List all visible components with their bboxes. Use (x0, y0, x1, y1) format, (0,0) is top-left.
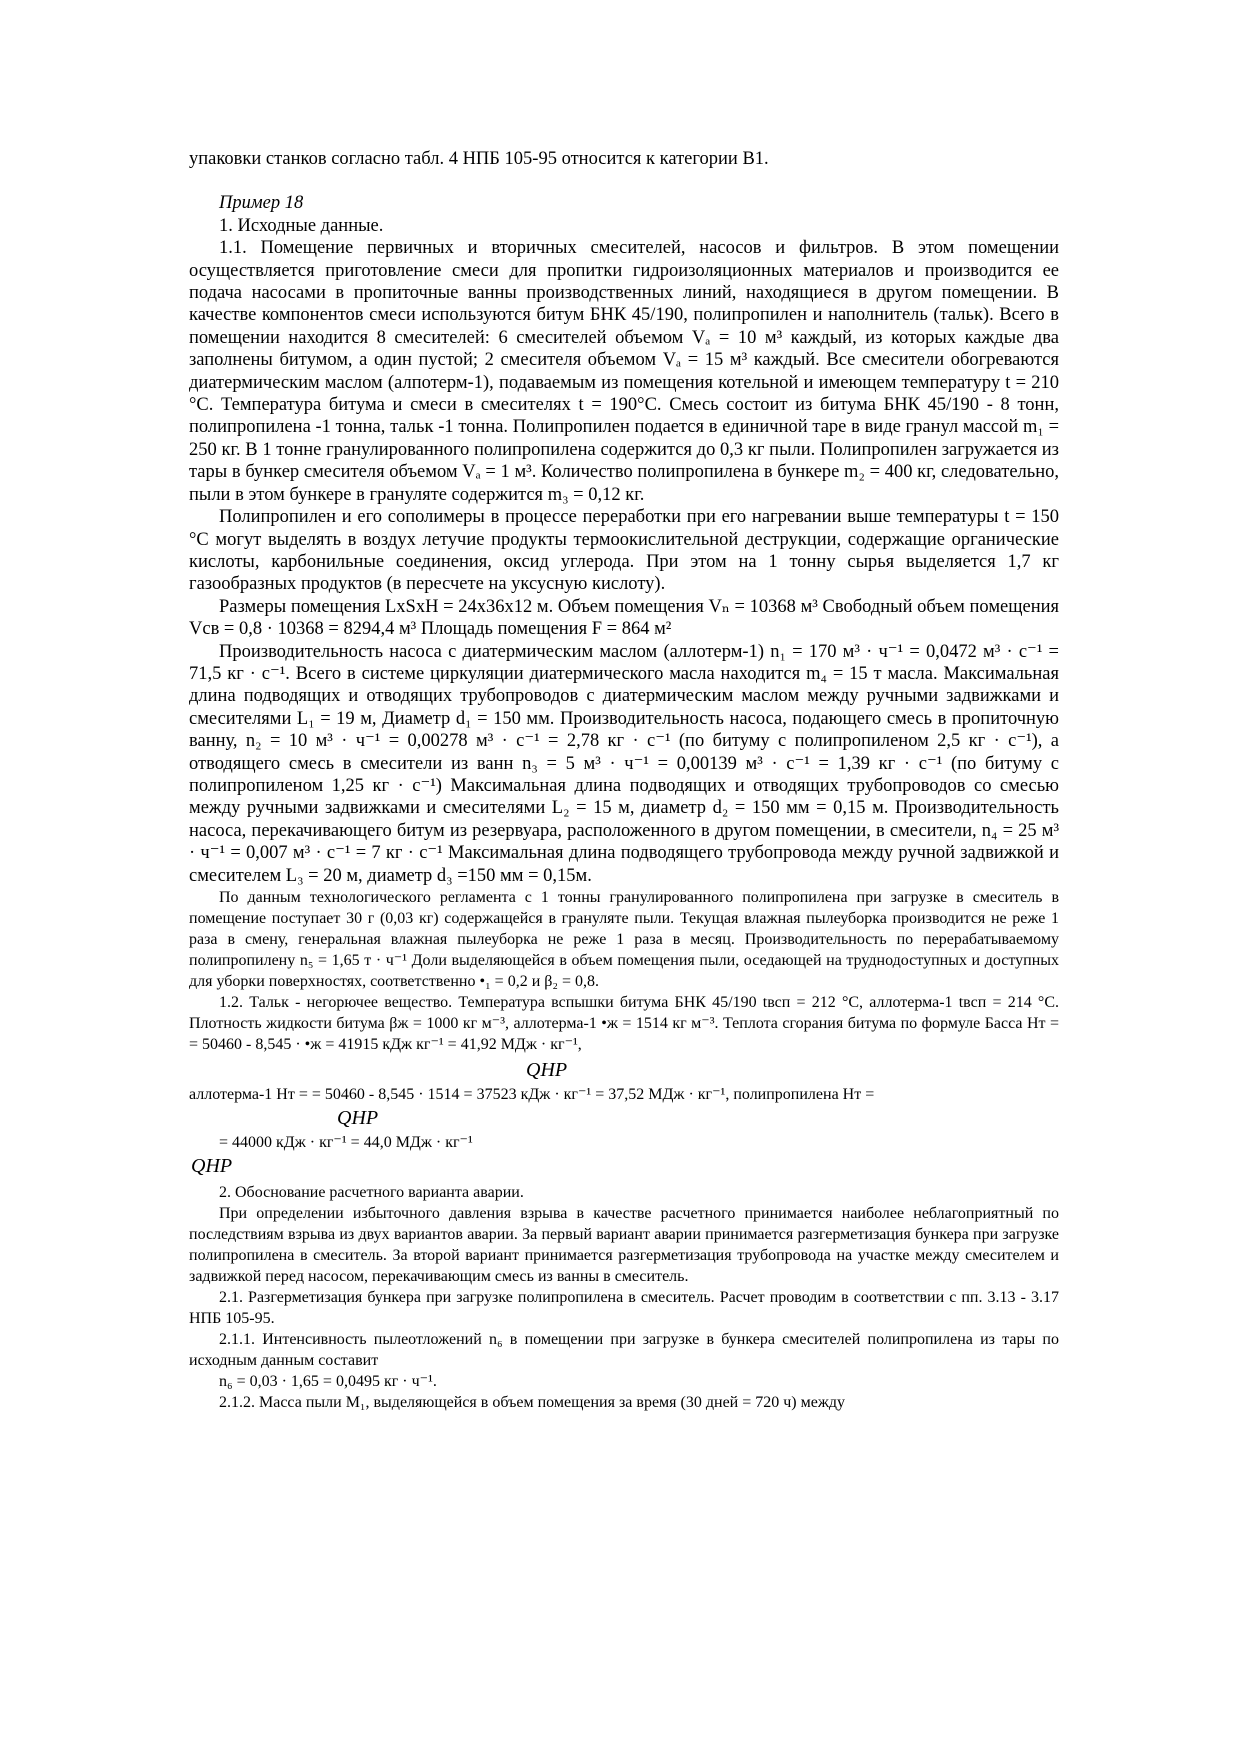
paragraph-polypropylene-heat: = 44000 кДж · кг⁻¹ = 44,0 МДж · кг⁻¹ (219, 1134, 473, 1151)
formula-qhp-3: QHP (191, 1155, 233, 1177)
formula-qhp-2: QHP (337, 1107, 379, 1129)
paragraph-polypropylene: Полипропилен и его сополимеры в процессе переработки при его нагревании выше температуры t = 150 °С могут выделять в воздух летучие продукты термоокислительной деструкции, содержащие органические кислоты, карбонильные соединения, оксид углерода. При этом на 1 тонну сырья выделяется 1,7 кг газообразных продуктов (в пересчете на уксусную кислоту). (189, 507, 1059, 595)
paragraph-dust-regulation: По данным технологического регламента с 1 тонны гранулированного полипропилена при загрузке в смеситель в помещение поступает 30 г (0,03 кг) содержащейся в грануляте пыли. Текущая влажная пылеуборка производится не реже 1 раза в смену, генеральная влажная пылеуборка не реже 1 раза в месяц. Производительность по перерабатываемому полипропилену n₅ = 1,65 т · ч⁻¹ Доли выделяющейся в объем помещения пыли, оседающей на труднодоступных и доступных для уборки поверхностях, соответственно •₁ = 0,2 и β₂ = 0,8. (189, 889, 1059, 990)
paragraph-2-1-2: 2.1.2. Масса пыли M₁, выделяющейся в объем помещения за время (30 дней = 720 ч) между (219, 1394, 846, 1411)
paragraph-1-1: 1.1. Помещение первичных и вторичных смесителей, насосов и фильтров. В этом помещении осуществляется приготовление смеси для пропитки гидроизоляционных материалов и производится ее подача насосами в пропиточные ванны производственных линий, находящиеся в другом помещении. В качестве компонентов смеси используются битум БНК 45/190, полипропилен и наполнитель (тальк). Всего в помещении находится 8 смесителей: 6 смесителей объемом Vₐ = 10 м³ каждый, из которых каждые два заполнены битумом, а один пустой; 2 смесителя объемом Vₐ = 15 м³ каждый. Все смесители обогреваются диатермическим маслом (алпотерм-1), подаваемым из помещения котельной и имеющем температуру t = 210 °С. Температура битума и смеси в смесителях t = 190°С. Смесь состоит из битума БНК 45/190 - 8 тонн, полипропилена -1 тонна, тальк -1 тонна. Полипропилен подается в единичной таре в виде гранул массой m₁ = 250 кг. В 1 тонне гранулированного полипропилена содержится до 0,3 кг пыли. Полипропилен загружается из тары в бункер смесителя объемом Vₐ = 1 м³. Количество полипропилена в бункере m₂ = 400 кг, следовательно, пыли в этом бункере в грануляте содержится m₃ = 0,12 кг. (189, 238, 1059, 505)
document-page (189, 148, 1059, 1413)
formula-qhp-1: QHP (526, 1059, 568, 1081)
paragraph-allotherm: аллотерма-1 Hт = = 50460 - 8,545 · 1514 = 37523 кДж · кг⁻¹ = 37,52 МДж · кг⁻¹, полипропилена Hт = (189, 1086, 875, 1103)
paragraph-2-1-1: 2.1.1. Интенсивность пылеотложений n₆ в помещении при загрузке в бункера смесителей полипропилена из тары по исходным данным составит (189, 1331, 1059, 1369)
paragraph-pump-performance: Производительность насоса с диатермическим маслом (аллотерм-1) n₁ = 170 м³ · ч⁻¹ = 0,0472 м³ · с⁻¹ = 71,5 кг · с⁻¹. Всего в системе циркуляции диатермического масла находится m₄ = 15 т масла. Максимальная длина подводящих и отводящих трубопроводов с диатермическим маслом между ручными задвижками и смесителями L₁ = 19 м, Диаметр d₁ = 150 мм. Производительность насоса, подающего смесь в пропиточную ванну, n₂ = 10 м³ · ч⁻¹ = 0,00278 м³ · с⁻¹ = 2,78 кг · с⁻¹ (по битуму с полипропиленом 2,5 кг · с⁻¹), а отводящего смесь в смесители из ванн n₃ = 5 м³ · ч⁻¹ = 0,00139 м³ · с⁻¹ = 1,39 кг · с⁻¹ (по битуму с полипропиленом 1,25 кг · с⁻¹) Максимальная длина подводящих и отводящих трубопроводов со смесью между ручными задвижками и смесителями L₂ = 15 м, диаметр d₂ = 150 мм = 0,15 м. Производительность насоса, перекачивающего битум из резервуара, расположенного в другом помещении, в смесители, n₄ = 25 м³ · ч⁻¹ = 0,007 м³ · с⁻¹ = 7 кг · с⁻¹ Максимальная длина подводящего трубопровода между ручной задвижкой и смесителем L₃ = 20 м, диаметр d₃ =150 мм = 0,15м. (189, 641, 1059, 886)
example-heading: Пример 18 (219, 193, 304, 214)
paragraph-2-1: 2.1. Разгерметизация бункера при загрузке полипропилена в смеситель. Расчет проводим в соответствии с пп. 3.13 - 3.17 НПБ 105-95. (189, 1289, 1059, 1327)
paragraph-1-2: 1.2. Тальк - негорючее вещество. Температура вспышки битума БНК 45/190 tвсп = 212 °С, аллотерма-1 tвсп = 214 °С. Плотность жидкости битума βж = 1000 кг м⁻³, аллотерма-1 •ж = 1514 кг м⁻³. Теплота сгорания битума по формуле Басса Hт = = 50460 - 8,545 · •ж = 41915 кДж кг⁻¹ = 41,92 МДж · кг⁻¹, (189, 994, 1060, 1053)
section-2-heading: 2. Обоснование расчетного варианта аварии. (219, 1184, 524, 1201)
section-1-heading: 1. Исходные данные. (219, 215, 384, 236)
paragraph-room-dimensions: Размеры помещения LxSxH = 24x36x12 м. Объем помещения Vₙ = 10368 м³ Свободный объем помещения Vсв = 0,8 · 10368 = 8294,4 м³ Площадь помещения F = 864 м² (189, 596, 1059, 640)
paragraph-2-intro: При определении избыточного давления взрыва в качестве расчетного принимается наиболее неблагоприятный по последствиям взрыва из двух вариантов аварии. За первый вариант аварии принимается разгерметизация бункера при загрузке полипропилена в смеситель. За второй вариант принимается разгерметизация трубопровода на участке между смесителем и задвижкой перед насосом, перекачивающим смесь из ванны в смеситель. (189, 1205, 1059, 1285)
intro-line: упаковки станков согласно табл. 4 НПБ 105-95 относится к категории В1. (189, 149, 769, 169)
formula-n6: n₆ = 0,03 · 1,65 = 0,0495 кг · ч⁻¹. (219, 1373, 437, 1390)
